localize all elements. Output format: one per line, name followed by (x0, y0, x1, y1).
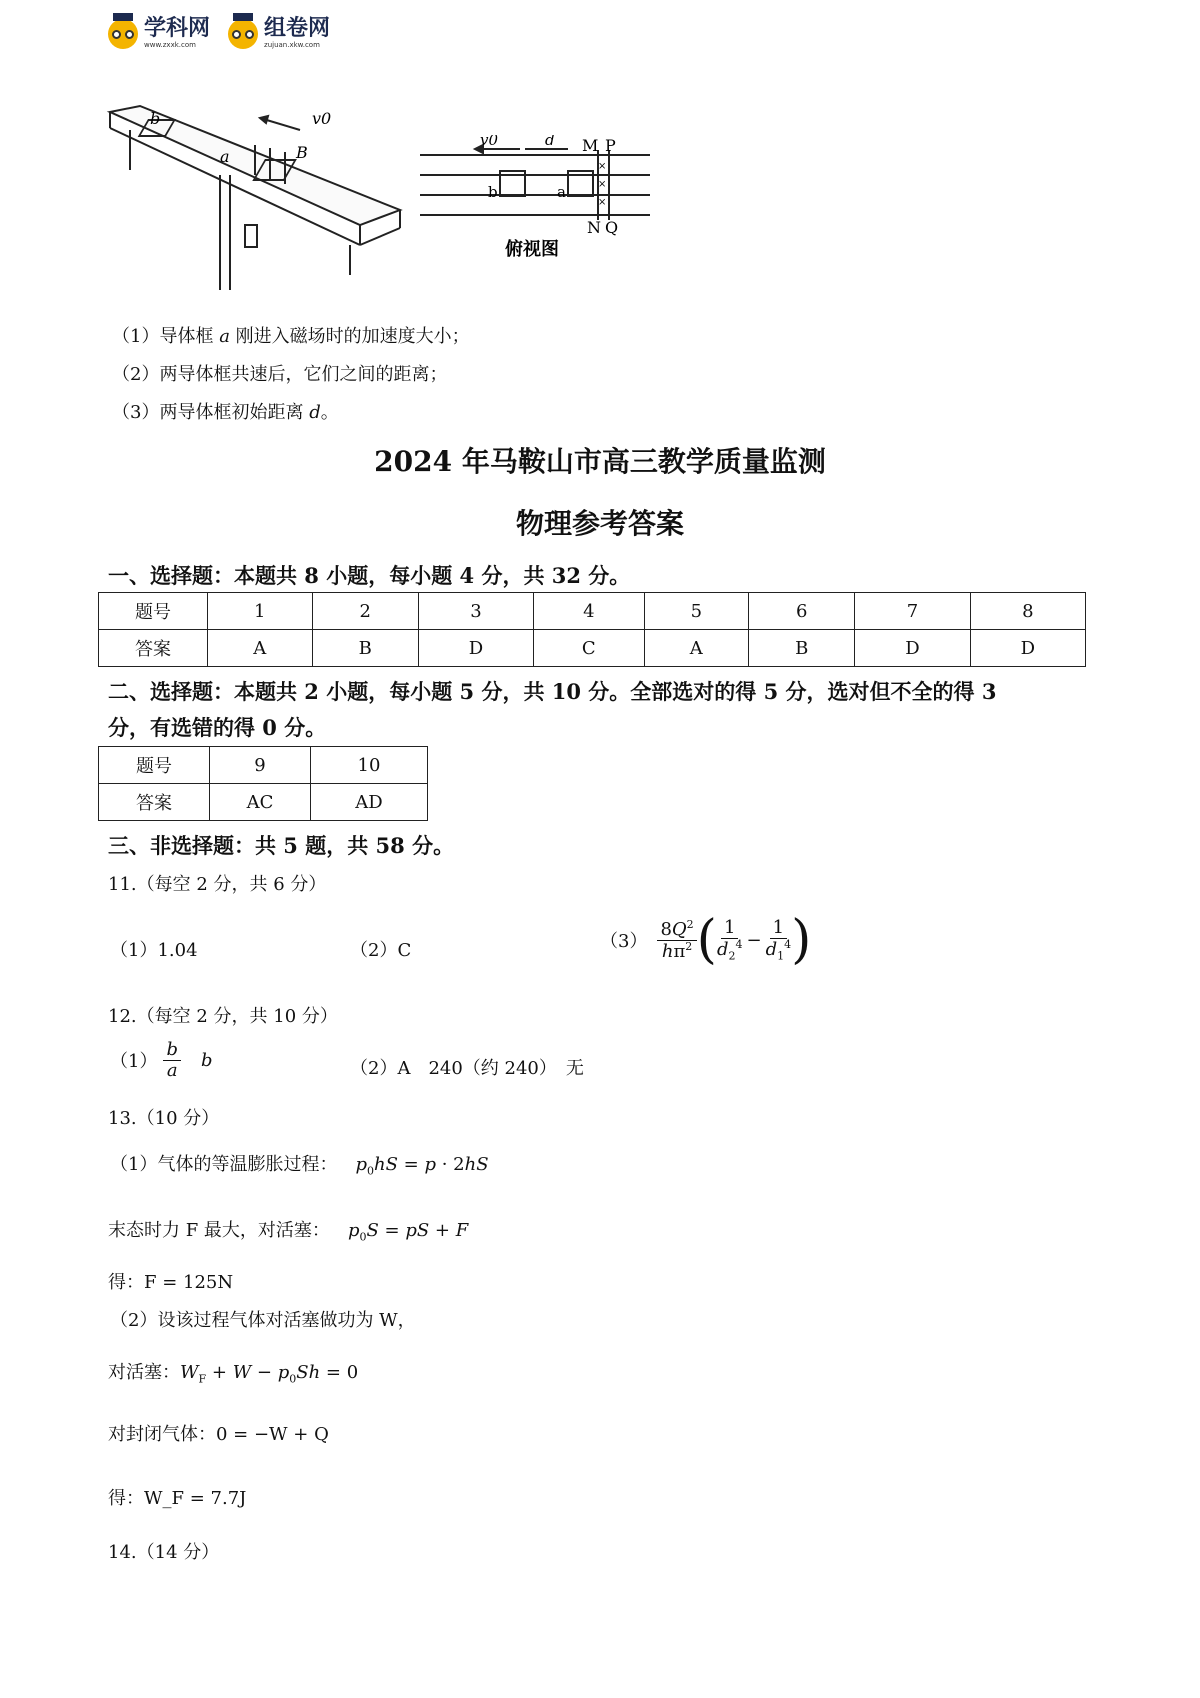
label-d: d (545, 135, 555, 149)
svg-text:×: × (598, 179, 607, 190)
logo-name: 组卷网 (264, 16, 331, 41)
figure-caption: 俯视图 (505, 239, 559, 260)
label-a: a (557, 183, 566, 201)
q13-heading: 13.（10 分） (108, 1108, 220, 1129)
label-P: P (605, 136, 616, 155)
label-b: b (488, 183, 498, 201)
question-3: （3）两导体框初始距离 d。 (112, 402, 339, 423)
table-row: 题号 9 10 (99, 747, 428, 784)
page-subtitle: 物理参考答案 (515, 507, 684, 540)
section2-answer-table (98, 746, 428, 821)
logo-xuekewang (108, 18, 210, 49)
section2-heading-line2: 分，有选错的得 0 分。 (108, 715, 327, 740)
label-a: a (220, 147, 230, 166)
q11-answer-3: （3） $\frac{8Q^2}{h\pi^2}$ ( $\frac{1}{d_2^4}$ − $\frac{1}{d_1^4}$ ) (600, 910, 812, 970)
logo-url: zujuan.xkw.com (264, 41, 320, 49)
question-2: （2）两导体框共速后，它们之间的距离； (112, 364, 448, 385)
logo-name: 学科网 (144, 16, 211, 41)
section2-heading-line1: 二、选择题：本题共 2 小题，每小题 5 分，共 10 分。全部选对的得 5 分，选对但不全的得 3 (108, 679, 997, 704)
owl-logo-icon (108, 19, 138, 49)
table-row: 题号 1 2 3 4 5 6 7 8 (99, 593, 1086, 630)
row-header: 答案 (99, 784, 210, 821)
formula-fraction: $\frac{8Q^2}{h\pi^2}$ (657, 919, 696, 962)
logo-zujuanwang (228, 18, 330, 49)
label-v0: v0 (480, 135, 499, 149)
q13-line5: 对活塞：$W_F + W - p_0Sh = 0$ (108, 1362, 359, 1386)
label-N: N (587, 218, 601, 237)
label-v0: v0 (312, 109, 332, 128)
q11-answer-2: （2）C (350, 940, 412, 961)
top-view-figure (420, 135, 660, 265)
row-header: 答案 (99, 630, 208, 667)
row-header: 题号 (99, 593, 208, 630)
q13-line1: （1）气体的等温膨胀过程： $p_0hS = p \cdot 2hS$ (110, 1154, 489, 1178)
q12-answer-1: （1） $\frac{b}{a}$ b (110, 1039, 213, 1081)
row-header: 题号 (99, 747, 210, 784)
q13-line3: 得：F = 125N (108, 1272, 234, 1293)
table-row: 答案 AC AD (99, 784, 428, 821)
page-title: 2024 年马鞍山市高三教学质量监测 (374, 445, 826, 478)
table-row: 答案 A B D C A B D D (99, 630, 1086, 667)
q13-line6: 对封闭气体：0 = −W + Q (108, 1424, 329, 1445)
logo-url: www.zxxk.com (144, 41, 196, 49)
conveyor-figure (100, 100, 420, 310)
q12-answer-2: （2）A 240（约 240） 无 (350, 1058, 584, 1079)
section1-heading: 一、选择题：本题共 8 小题，每小题 4 分，共 32 分。 (108, 563, 631, 588)
owl-logo-icon (228, 19, 258, 49)
label-M: M (582, 136, 599, 155)
label-b: b (150, 109, 161, 128)
field-marks: × (598, 161, 607, 172)
q14-heading: 14.（14 分） (108, 1542, 220, 1563)
q13-line7: 得：W_F = 7.7J (108, 1488, 247, 1509)
q13-line2: 末态时力 F 最大，对活塞： $p_0S$ = pS + F (108, 1220, 469, 1244)
svg-text:×: × (598, 197, 607, 208)
q11-heading: 11.（每空 2 分，共 6 分） (108, 874, 327, 895)
q12-heading: 12.（每空 2 分，共 10 分） (108, 1006, 338, 1027)
header-logos (108, 18, 330, 49)
q11-answer-1: （1）1.04 (110, 940, 198, 961)
q13-line4: （2）设该过程气体对活塞做功为 W， (110, 1310, 416, 1331)
label-Q: Q (605, 218, 619, 237)
label-B: B (296, 143, 308, 162)
section1-answer-table (98, 592, 1086, 667)
question-1: （1）导体框 a 刚进入磁场时的加速度大小； (112, 326, 470, 347)
section3-heading: 三、非选择题：共 5 题，共 58 分。 (108, 833, 455, 858)
